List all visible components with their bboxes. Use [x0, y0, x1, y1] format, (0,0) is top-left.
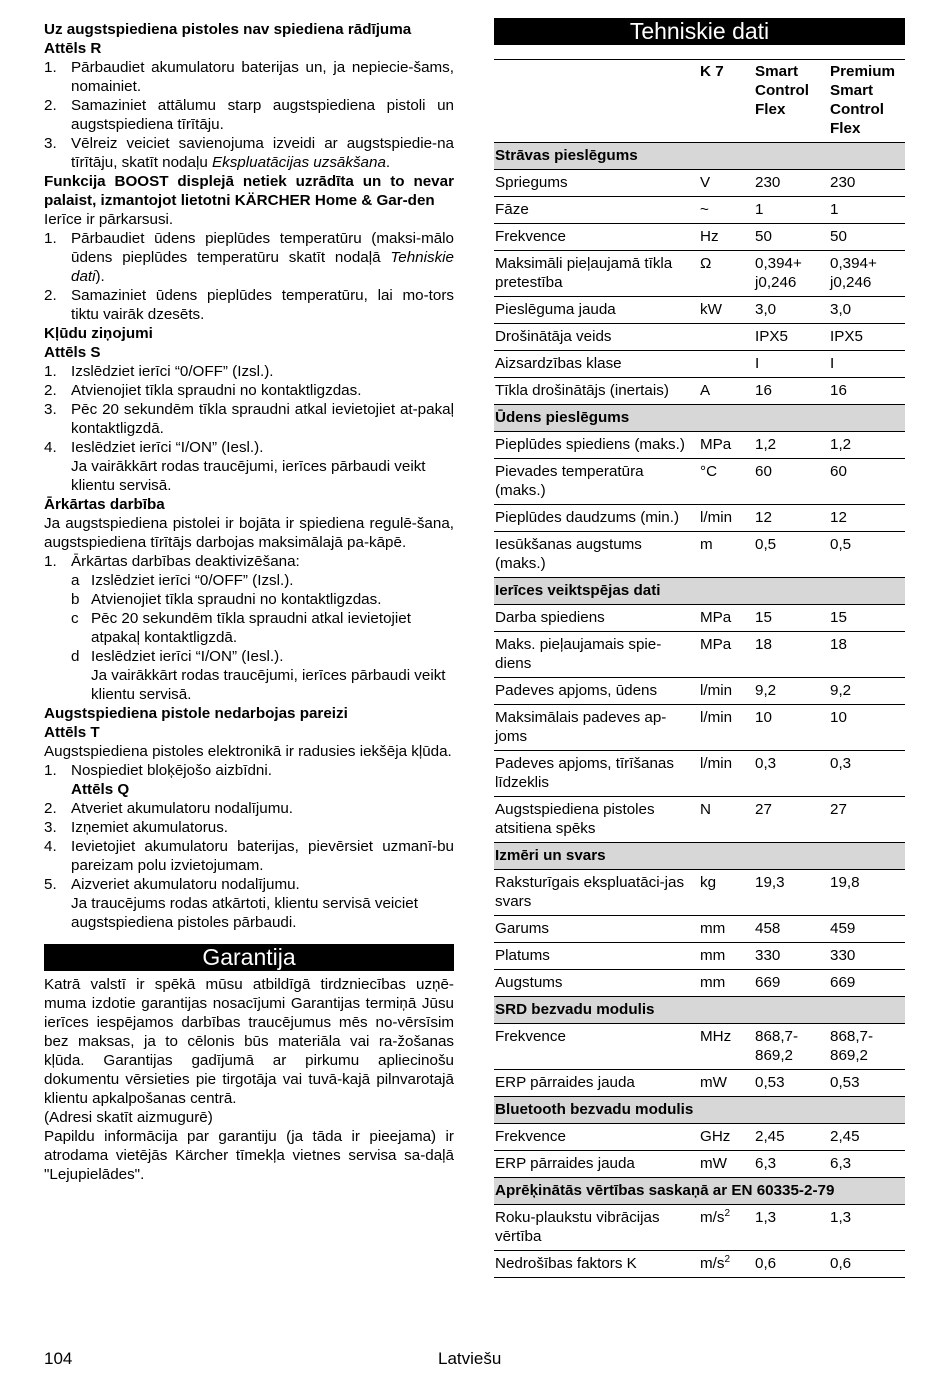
list-note: Ja vairākkārt rodas traucējumi, ierīces pārbaudi veikt klientu servisā.: [91, 667, 446, 703]
cell-v2: 868,7-869,2: [829, 1024, 905, 1070]
left-column: [44, 20, 454, 1184]
cell-unit: MPa: [699, 605, 754, 632]
cell-v2: 1,3: [829, 1205, 905, 1251]
table-row: [494, 678, 905, 705]
cell-v1: IPX5: [754, 324, 829, 351]
cell-unit: N: [699, 797, 754, 843]
cell-unit: mm: [699, 916, 754, 943]
list-item: 1. Izslēdziet ierīci “0/OFF” (Izsl.).: [44, 363, 274, 380]
table-row: [494, 197, 905, 224]
cell-v1: 50: [754, 224, 829, 251]
right-column: [494, 18, 905, 1278]
cell-unit: ~: [699, 197, 754, 224]
cell-v1: 16: [754, 378, 829, 405]
cell-label: Drošinātāja veids: [494, 324, 699, 351]
list-note: Ja vairākkārt rodas traucējumi, ierīces pārbaudi veikt klientu servisā.: [71, 458, 426, 494]
table-row: [494, 378, 905, 405]
cell-unit: $m/s^2$: [699, 1251, 754, 1278]
garantija-heading: Garantija: [44, 944, 454, 971]
tech-data-heading: Tehniskie dati: [494, 18, 905, 45]
footer-language: Latviešu: [438, 1349, 502, 1368]
cell-v1: 868,7-869,2: [754, 1024, 829, 1070]
cell-unit: $m/s^2$: [699, 1205, 754, 1251]
list-item: 2. Atveriet akumulatoru nodalījumu.: [44, 800, 294, 817]
cell-v1: 60: [754, 459, 829, 505]
cell-label: Pieplūdes spiediens (maks.): [494, 432, 699, 459]
cell-v1: 330: [754, 943, 829, 970]
table-section-row: [494, 1097, 905, 1124]
table-row: [494, 505, 905, 532]
table-row: [494, 324, 905, 351]
cell-label: Fāze: [494, 197, 699, 224]
cell-label: Frekvence: [494, 1024, 699, 1070]
cell-v2: 15: [829, 605, 905, 632]
cell-unit: mm: [699, 970, 754, 997]
cell-v1: I: [754, 351, 829, 378]
cell-label: Aizsardzības klase: [494, 351, 699, 378]
list-item: 4. Ievietojiet akumulatoru baterijas, pievērsiet uzmanī-bu pareizam polu izvietojumam.: [44, 838, 454, 874]
section-cell: SRD bezvadu modulis: [494, 997, 905, 1024]
table-row: [494, 605, 905, 632]
cell-label: Darba spiediens: [494, 605, 699, 632]
cell-unit: [699, 351, 754, 378]
cell-label: Maks. pieļaujamais spie-diens: [494, 632, 699, 678]
cell-v2: 0,394+ j0,246: [829, 251, 905, 297]
cell-v2: 330: [829, 943, 905, 970]
cell-unit: kg: [699, 870, 754, 916]
cell-label: Augstums: [494, 970, 699, 997]
figure-ref: Attēls R: [44, 40, 102, 57]
cell-label: Spriegums: [494, 170, 699, 197]
cell-v2: 6,3: [829, 1151, 905, 1178]
list-item: 1. Pārbaudiet ūdens pieplūdes temperatūru (maksi-mālo ūdens pieplūdes temperatūru skatīt nodaļā Tehniskie dati).: [44, 230, 454, 285]
cell-label: Padeves apjoms, tīrīšanas līdzeklis: [494, 751, 699, 797]
cell-v2: 0,6: [829, 1251, 905, 1278]
cell-v1: 0,6: [754, 1251, 829, 1278]
table-row: [494, 1124, 905, 1151]
cell-v1: 458: [754, 916, 829, 943]
cell-unit: Ω: [699, 251, 754, 297]
cell-label: Pieslēguma jauda: [494, 297, 699, 324]
table-row: [494, 1024, 905, 1070]
cell-label: Iesūkšanas augstums (maks.): [494, 532, 699, 578]
table-row: [494, 797, 905, 843]
cell-label: Frekvence: [494, 1124, 699, 1151]
cell-unit: [699, 324, 754, 351]
list-item: 5. Aizveriet akumulatoru nodalījumu.: [44, 876, 300, 893]
table-row: [494, 916, 905, 943]
table-row: [494, 1205, 905, 1251]
paragraph: Ja augstspiediena pistolei ir bojāta ir spiediena regulē-šana, augstspiediena tīrītājs darbojas maksimālajā pa-kāpē.: [44, 515, 454, 551]
cell-v1: 9,2: [754, 678, 829, 705]
table-row: [494, 970, 905, 997]
list-item: 3. Izņemiet akumulatorus.: [44, 819, 229, 836]
table-row: [494, 297, 905, 324]
table-row: [494, 251, 905, 297]
table-section-row: [494, 143, 905, 170]
cell-v2: 10: [829, 705, 905, 751]
cell-unit: l/min: [699, 678, 754, 705]
cell-label: Maksimāli pieļaujamā tīkla pretestība: [494, 251, 699, 297]
sublist-item: c Pēc 20 sekundēm tīkla spraudni atkal ievietojiet atpakaļ kontaktligzdā.: [71, 610, 411, 646]
cell-unit: mm: [699, 943, 754, 970]
cell-v2: 669: [829, 970, 905, 997]
section-title-gun-malfunction: Augstspiediena pistole nedarbojas pareizi: [44, 705, 348, 722]
tech-data-table: [494, 59, 905, 1278]
cell-v1: 1,3: [754, 1205, 829, 1251]
table-row: [494, 870, 905, 916]
section-title-boost: Funkcija BOOST displejā netiek uzrādīta un to nevar palaist, izmantojot lietotni KÄRCHER Home & Gar-den: [44, 173, 454, 209]
cell-v1: 6,3: [754, 1151, 829, 1178]
section-cell: Izmēri un svars: [494, 843, 905, 870]
cell-label: Augstspiediena pistoles atsitiena spēks: [494, 797, 699, 843]
cell-label: Pievades temperatūra (maks.): [494, 459, 699, 505]
cell-v2: 459: [829, 916, 905, 943]
cell-unit: mW: [699, 1070, 754, 1097]
cell-v2: IPX5: [829, 324, 905, 351]
cell-label: Garums: [494, 916, 699, 943]
figure-ref: Attēls Q: [71, 781, 130, 798]
list-item: 1. Ārkārtas darbības deaktivizēšana:: [44, 553, 300, 570]
table-row: [494, 351, 905, 378]
table-row: [494, 170, 905, 197]
cell-v2: 0,3: [829, 751, 905, 797]
cell-v2: I: [829, 351, 905, 378]
list-item: 1. Nospiediet bloķējošo aizbīdni.: [44, 762, 272, 779]
table-row: [494, 943, 905, 970]
cell-label: Platums: [494, 943, 699, 970]
sublist-item: d Ieslēdziet ierīci “I/ON” (Iesl.).: [71, 648, 284, 665]
cell-unit: l/min: [699, 751, 754, 797]
table-row: [494, 532, 905, 578]
cell-v1: 18: [754, 632, 829, 678]
cell-unit: MPa: [699, 432, 754, 459]
section-cell: Bluetooth bezvadu modulis: [494, 1097, 905, 1124]
cell-label: Tīkla drošinātājs (inertais): [494, 378, 699, 405]
paragraph: Augstspiediena pistoles elektronikā ir radusies iekšēja kļūda.: [44, 743, 452, 760]
list-item: 3. Vēlreiz veiciet savienojuma izveidi ar augstspiedie-na tīrītāju, skatīt nodaļu Ekspluatācijas uzsākšana.: [44, 135, 454, 171]
cell-v2: 1: [829, 197, 905, 224]
cell-v2: 50: [829, 224, 905, 251]
cell-v2: 1,2: [829, 432, 905, 459]
cell-unit: MHz: [699, 1024, 754, 1070]
cell-label: Pieplūdes daudzums (min.): [494, 505, 699, 532]
cell-unit: kW: [699, 297, 754, 324]
table-row: [494, 224, 905, 251]
cell-v2: 2,45: [829, 1124, 905, 1151]
table-section-row: [494, 1178, 905, 1205]
table-section-row: [494, 578, 905, 605]
cell-v2: 9,2: [829, 678, 905, 705]
cell-v2: 0,53: [829, 1070, 905, 1097]
table-row: [494, 1251, 905, 1278]
cell-unit: MPa: [699, 632, 754, 678]
sublist-item: a Izslēdziet ierīci “0/OFF” (Izsl.).: [71, 572, 294, 589]
cell-v1: 230: [754, 170, 829, 197]
section-cell: Ūdens pieslēgums: [494, 405, 905, 432]
list-item: 1. Pārbaudiet akumulatoru baterijas un, ja nepiecie-šams, nomainiet.: [44, 59, 454, 95]
cell-label: ERP pārraides jauda: [494, 1151, 699, 1178]
page-number: 104: [44, 1349, 73, 1368]
table-row: [494, 432, 905, 459]
cell-v1: 19,3: [754, 870, 829, 916]
cell-unit: l/min: [699, 705, 754, 751]
table-row: [494, 1070, 905, 1097]
cell-v2: 18: [829, 632, 905, 678]
section-title-no-pressure: Uz augstspiediena pistoles nav spiediena rādījuma: [44, 21, 412, 38]
list-item: 2. Samaziniet attālumu starp augstspiediena pistoli un augstspiediena tīrītāju.: [44, 97, 454, 133]
garantija-paragraph: (Adresi skatīt aizmugurē): [44, 1109, 213, 1126]
list-note: Ja traucējums rodas atkārtoti, klientu servisā veiciet augstspiediena pistoles pārbaudi.: [71, 895, 418, 931]
cell-v2: 16: [829, 378, 905, 405]
table-row: [494, 751, 905, 797]
garantija-paragraph: Katrā valstī ir spēkā mūsu atbildīgā tirdzniecības uzņē-muma izdotie garantijas nosacījumi Garantijas termiņā Jūsu ierīces iespējamos darbības traucējumus mēs no-vērsīsim bez maksas, ja to cēlonis būs materiāla vai ra-žošanas kļūda. Garantijas gadījumā ar pirkumu apliecinošu dokumentu vērsieties pie tirgotāja vai tuvā-kajā pilnvarotajā klientu apkalpošanas centrā.: [44, 976, 454, 1107]
section-title-emergency: Ārkārtas darbība: [44, 496, 165, 513]
cell-v1: 1: [754, 197, 829, 224]
list-item: 2. Samaziniet ūdens pieplūdes temperatūru, lai mo-tors tiktu vairāk dzesēts.: [44, 287, 454, 323]
table-row: [494, 632, 905, 678]
header-cell: K 7: [699, 60, 754, 143]
cell-v1: 27: [754, 797, 829, 843]
cell-unit: mW: [699, 1151, 754, 1178]
cell-v1: 15: [754, 605, 829, 632]
table-row: [494, 705, 905, 751]
cell-v2: 0,5: [829, 532, 905, 578]
table-section-row: [494, 405, 905, 432]
list-item: 2. Atvienojiet tīkla spraudni no kontaktligzdas.: [44, 382, 362, 399]
table-header-row: [494, 60, 905, 143]
cell-unit: V: [699, 170, 754, 197]
cell-v2: 3,0: [829, 297, 905, 324]
cell-v1: 1,2: [754, 432, 829, 459]
cell-v1: 2,45: [754, 1124, 829, 1151]
cell-label: Padeves apjoms, ūdens: [494, 678, 699, 705]
section-cell: Ierīces veiktspējas dati: [494, 578, 905, 605]
section-title-error-messages: Kļūdu ziņojumi: [44, 325, 153, 342]
header-cell: [494, 60, 699, 143]
header-cell: Smart Control Flex: [754, 60, 829, 143]
section-cell: Strāvas pieslēgums: [494, 143, 905, 170]
list-item: 3. Pēc 20 sekundēm tīkla spraudni atkal ievietojiet at-pakaļ kontaktligzdā.: [44, 401, 454, 437]
cell-label: Maksimālais padeves ap-joms: [494, 705, 699, 751]
cell-label: Frekvence: [494, 224, 699, 251]
cell-label: Roku-plaukstu vibrācijas vērtība: [494, 1205, 699, 1251]
cell-v1: 0,53: [754, 1070, 829, 1097]
cell-unit: Hz: [699, 224, 754, 251]
cell-v2: 12: [829, 505, 905, 532]
cell-label: Raksturīgais ekspluatāci-jas svars: [494, 870, 699, 916]
garantija-paragraph: Papildu informācija par garantiju (ja tāda ir pieejama) ir atrodama vietējās Kärcher tīmekļa vietnes servisa sa-daļā "Lejupielādes".: [44, 1128, 454, 1183]
table-section-row: [494, 997, 905, 1024]
cell-label: ERP pārraides jauda: [494, 1070, 699, 1097]
section-cell: Aprēķinātās vērtības saskaņā ar EN 60335-2-79: [494, 1178, 905, 1205]
cell-v1: 0,394+ j0,246: [754, 251, 829, 297]
sublist-item: b Atvienojiet tīkla spraudni no kontaktligzdas.: [71, 591, 382, 608]
figure-ref: Attēls T: [44, 724, 100, 741]
cell-unit: °C: [699, 459, 754, 505]
figure-ref: Attēls S: [44, 344, 101, 361]
cell-unit: GHz: [699, 1124, 754, 1151]
cell-v1: 3,0: [754, 297, 829, 324]
cell-v1: 12: [754, 505, 829, 532]
cell-v1: 0,3: [754, 751, 829, 797]
paragraph: Ierīce ir pārkarsusi.: [44, 211, 174, 228]
table-section-row: [494, 843, 905, 870]
cell-v1: 10: [754, 705, 829, 751]
table-row: [494, 1151, 905, 1178]
cell-v2: 60: [829, 459, 905, 505]
cell-unit: m: [699, 532, 754, 578]
header-cell: Premium Smart Control Flex: [829, 60, 905, 143]
cell-unit: l/min: [699, 505, 754, 532]
table-row: [494, 459, 905, 505]
cell-v2: 19,8: [829, 870, 905, 916]
cell-label: Nedrošības faktors K: [494, 1251, 699, 1278]
cell-v2: 230: [829, 170, 905, 197]
cell-v1: 0,5: [754, 532, 829, 578]
list-item: 4. Ieslēdziet ierīci “I/ON” (Iesl.).: [44, 439, 264, 456]
cell-unit: A: [699, 378, 754, 405]
cell-v1: 669: [754, 970, 829, 997]
cell-v2: 27: [829, 797, 905, 843]
